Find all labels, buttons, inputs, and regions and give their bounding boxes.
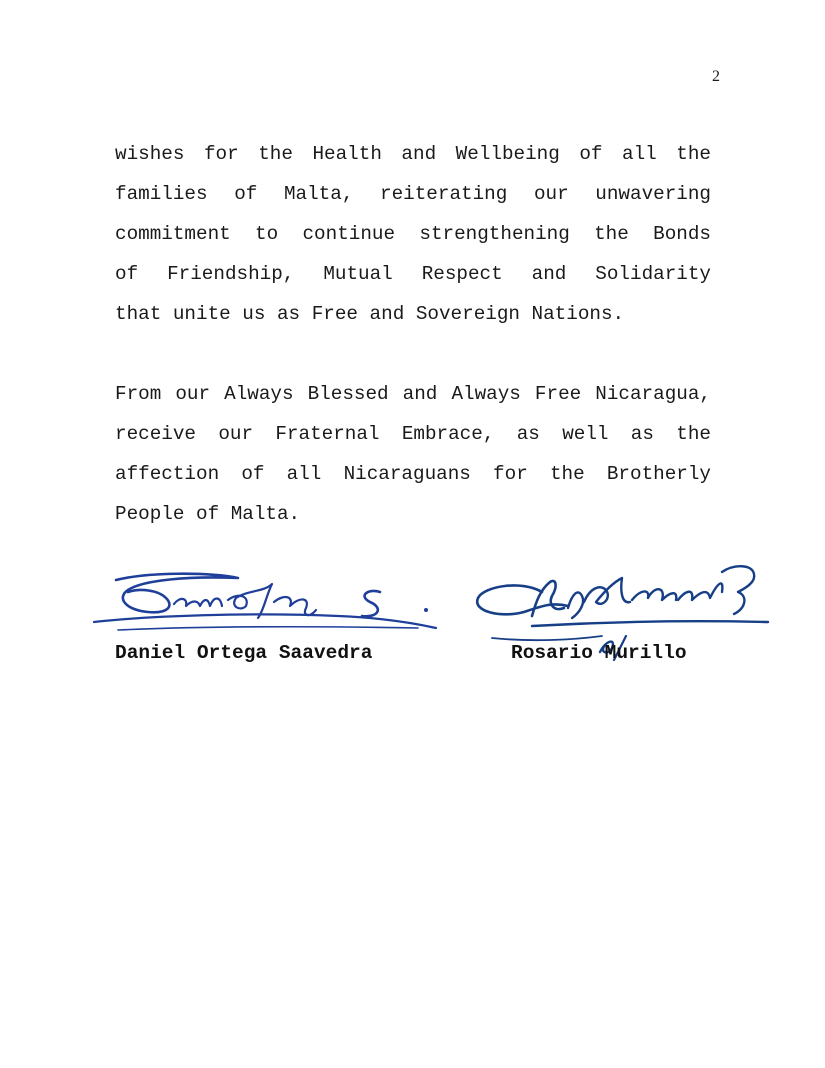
text-line: of Friendship, Mutual Respect and Solidarity	[115, 263, 711, 285]
text-line: People of Malta.	[115, 503, 301, 525]
text-line: From our Always Blessed and Always Free Nicaragua,	[115, 383, 711, 405]
text-line: affection of all Nicaraguans for the Brotherly	[115, 463, 711, 485]
body-paragraph-1	[115, 134, 711, 334]
body-paragraph-2	[115, 374, 711, 534]
signer-name-ortega: Daniel Ortega Saavedra	[115, 642, 373, 664]
text-line: wishes for the Health and Wellbeing of all the	[115, 143, 711, 165]
text-line: receive our Fraternal Embrace, as well as the	[115, 423, 711, 445]
text-line: commitment to continue strengthening the Bonds	[115, 223, 711, 245]
signature-ortega	[88, 566, 438, 638]
text-line: families of Malta, reiterating our unwavering	[115, 183, 711, 205]
text-line: that unite us as Free and Sovereign Nations.	[115, 303, 625, 325]
signer-name-murillo: Rosario Murillo	[511, 642, 687, 664]
page-number: 2	[712, 68, 720, 85]
